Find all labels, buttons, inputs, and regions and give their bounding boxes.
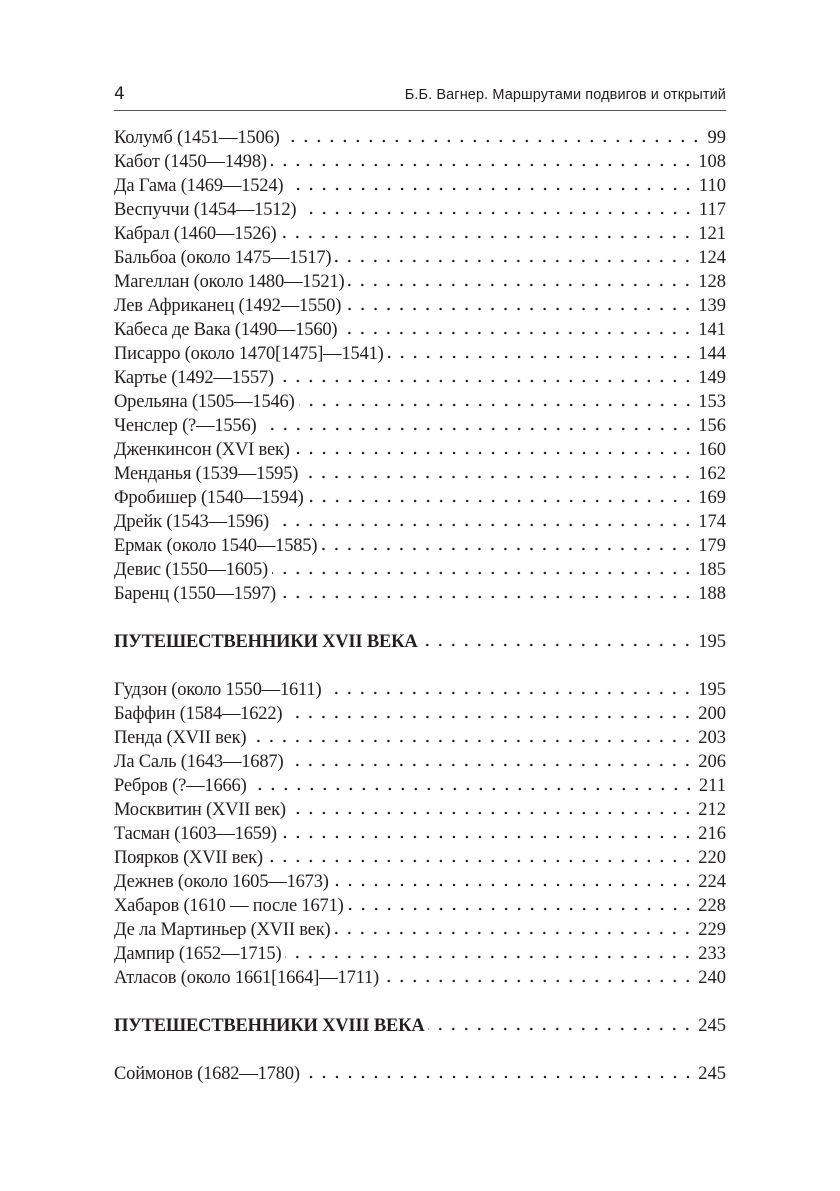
dot-leader — [348, 280, 694, 290]
toc-entry-title: ПУТЕШЕСТВЕННИКИ XVII ВЕКА — [114, 632, 418, 652]
dot-leader — [250, 736, 694, 746]
toc-entry-page: 224 — [698, 872, 726, 892]
dot-leader — [348, 904, 695, 914]
toc-entry-page: 121 — [698, 224, 726, 244]
toc-entry-title: Тасман (1603—1659) — [114, 824, 277, 844]
dot-leader — [280, 232, 694, 242]
dot-leader — [281, 832, 694, 842]
dot-leader — [300, 208, 695, 218]
toc-entry[interactable] — [114, 1062, 726, 1086]
toc-entry[interactable] — [114, 846, 726, 870]
toc-entry-title: Магеллан (около 1480—1521) — [114, 272, 345, 292]
toc-entry[interactable] — [114, 966, 726, 990]
toc-entry-page: 139 — [698, 296, 726, 316]
toc-entry[interactable] — [114, 414, 726, 438]
toc-section-heading[interactable] — [114, 630, 726, 654]
toc-entry[interactable] — [114, 750, 726, 774]
spacer — [114, 990, 726, 1014]
toc-entry-title: Соймонов (1682—1780) — [114, 1064, 300, 1084]
dot-leader — [290, 808, 694, 818]
toc-entry[interactable] — [114, 222, 726, 246]
dot-leader — [304, 1072, 694, 1082]
toc-entry-title: Дежнев (около 1605—1673) — [114, 872, 329, 892]
toc-entry[interactable] — [114, 774, 726, 798]
toc-entry[interactable] — [114, 702, 726, 726]
dot-leader — [285, 952, 694, 962]
dot-leader — [284, 136, 702, 146]
toc-entry-page: 211 — [698, 776, 726, 796]
toc-entry[interactable] — [114, 198, 726, 222]
toc-entry-page: 179 — [698, 536, 726, 556]
toc-entry-page: 212 — [698, 800, 726, 820]
toc-entry-page: 141 — [698, 320, 726, 340]
toc-entry[interactable] — [114, 486, 726, 510]
spacer — [114, 1038, 726, 1062]
toc-entry-page: 216 — [698, 824, 726, 844]
dot-leader — [345, 304, 694, 314]
running-header — [114, 84, 726, 111]
toc-entry[interactable] — [114, 678, 726, 702]
toc-entry-title: Веспуччи (1454—1512) — [114, 200, 297, 220]
toc-entry-page: 188 — [698, 584, 726, 604]
toc-entry-title: Бальбоа (около 1475—1517) — [114, 248, 332, 268]
toc-entry-page: 195 — [698, 632, 726, 652]
toc-entry-page: 108 — [698, 152, 726, 172]
toc-entry[interactable] — [114, 870, 726, 894]
dot-leader — [271, 160, 694, 170]
toc-entry-page: 99 — [707, 128, 726, 148]
toc-entry-title: Девис (1550—1605) — [114, 560, 268, 580]
toc-entry-title: Дрейк (1543—1596) — [114, 512, 270, 532]
toc-entry-title: Кабот (1450—1498) — [114, 152, 267, 172]
dot-leader — [421, 640, 694, 650]
toc-entry-title: Да Гама (1469—1524) — [114, 176, 284, 196]
toc-entry-page: 228 — [698, 896, 726, 916]
dot-leader — [383, 976, 694, 986]
toc-entry-page: 245 — [698, 1064, 726, 1084]
toc-entry-title: Картье (1492—1557) — [114, 368, 274, 388]
toc-entry[interactable] — [114, 726, 726, 750]
dot-leader — [299, 400, 695, 410]
toc-entry-title: Гудзон (около 1550—1611) — [114, 680, 322, 700]
toc-entry-title: Кабрал (1460—1526) — [114, 224, 277, 244]
table-of-contents — [114, 126, 726, 1086]
toc-entry-title: Колумб (1451—1506) — [114, 128, 280, 148]
toc-entry[interactable] — [114, 510, 726, 534]
toc-entry-page: 153 — [698, 392, 726, 412]
dot-leader — [388, 352, 695, 362]
dot-leader — [302, 472, 694, 482]
toc-entry-page: 245 — [698, 1016, 726, 1036]
toc-entry-page: 240 — [698, 968, 726, 988]
toc-entry-page: 156 — [698, 416, 726, 436]
running-title: Б.Б. Вагнер. Маршрутами подвигов и открытий — [404, 87, 726, 103]
toc-entry-title: Фробишер (1540—1594) — [114, 488, 304, 508]
toc-entry-page: 220 — [698, 848, 726, 868]
toc-entry[interactable] — [114, 174, 726, 198]
dot-leader — [251, 784, 695, 794]
toc-entry[interactable] — [114, 558, 726, 582]
toc-entry-title: ПУТЕШЕСТВЕННИКИ XVIII ВЕКА — [114, 1016, 425, 1036]
toc-entry[interactable] — [114, 366, 726, 390]
toc-entry-title: Писарро (около 1470[1475]—1541) — [114, 344, 384, 364]
dot-leader — [272, 568, 694, 578]
toc-entry-page: 233 — [698, 944, 726, 964]
toc-entry-page: 124 — [698, 248, 726, 268]
toc-entry-page: 110 — [698, 176, 726, 196]
toc-entry-title: Орельяна (1505—1546) — [114, 392, 295, 412]
toc-entry-page: 149 — [698, 368, 726, 388]
toc-entry[interactable] — [114, 822, 726, 846]
toc-entry-title: Де ла Мартиньер (XVII век) — [114, 920, 331, 940]
toc-entry-title: Ермак (около 1540—1585) — [114, 536, 318, 556]
dot-leader — [273, 520, 694, 530]
toc-entry-title: Ченслер (?—1556) — [114, 416, 257, 436]
toc-entry[interactable] — [114, 582, 726, 606]
dot-leader — [278, 376, 694, 386]
toc-entry-title: Ребров (?—1666) — [114, 776, 247, 796]
dot-leader — [286, 712, 694, 722]
dot-leader — [325, 688, 694, 698]
toc-entry-page: 160 — [698, 440, 726, 460]
toc-entry[interactable] — [114, 462, 726, 486]
dot-leader — [280, 592, 694, 602]
toc-entry-page: 144 — [698, 344, 726, 364]
toc-entry-page: 185 — [698, 560, 726, 580]
toc-entry-page: 169 — [698, 488, 726, 508]
toc-entry[interactable] — [114, 390, 726, 414]
dot-leader — [294, 448, 695, 458]
toc-entry[interactable] — [114, 294, 726, 318]
toc-entry-title: Дампир (1652—1715) — [114, 944, 282, 964]
dot-leader — [267, 856, 694, 866]
toc-entry-title: Ла Саль (1643—1687) — [114, 752, 284, 772]
toc-entry-page: 229 — [698, 920, 726, 940]
dot-leader — [341, 328, 694, 338]
toc-entry[interactable] — [114, 270, 726, 294]
spacer — [114, 654, 726, 678]
toc-entry[interactable] — [114, 342, 726, 366]
dot-leader — [428, 1024, 694, 1034]
toc-entry-page: 200 — [698, 704, 726, 724]
dot-leader — [321, 544, 694, 554]
toc-entry[interactable] — [114, 246, 726, 270]
toc-entry-title: Поярков (XVII век) — [114, 848, 263, 868]
toc-entry-title: Атласов (около 1661[1664]—1711) — [114, 968, 379, 988]
toc-entry[interactable] — [114, 150, 726, 174]
toc-entry-page: 195 — [698, 680, 726, 700]
toc-entry[interactable] — [114, 318, 726, 342]
toc-entry-title: Пенда (XVII век) — [114, 728, 247, 748]
toc-entry[interactable] — [114, 438, 726, 462]
dot-leader — [287, 184, 695, 194]
toc-entry-page: 162 — [698, 464, 726, 484]
toc-entry-title: Лев Африканец (1492—1550) — [114, 296, 342, 316]
dot-leader — [287, 760, 694, 770]
toc-entry[interactable] — [114, 798, 726, 822]
toc-entry-title: Баффин (1584—1622) — [114, 704, 283, 724]
dot-leader — [333, 880, 695, 890]
toc-entry-title: Баренц (1550—1597) — [114, 584, 276, 604]
toc-entry-page: 117 — [698, 200, 726, 220]
spacer — [114, 606, 726, 630]
page-number: 4 — [114, 84, 125, 104]
toc-entry-page: 174 — [698, 512, 726, 532]
toc-entry[interactable] — [114, 918, 726, 942]
toc-entry-title: Москвитин (XVII век) — [114, 800, 286, 820]
toc-entry[interactable] — [114, 894, 726, 918]
dot-leader — [334, 928, 694, 938]
toc-entry-title: Хабаров (1610 — после 1671) — [114, 896, 344, 916]
toc-section-heading[interactable] — [114, 1014, 726, 1038]
toc-entry-page: 206 — [698, 752, 726, 772]
toc-entry-title: Кабеса де Вака (1490—1560) — [114, 320, 338, 340]
dot-leader — [261, 424, 695, 434]
toc-entry-page: 128 — [698, 272, 726, 292]
toc-entry-title: Дженкинсон (XVI век) — [114, 440, 290, 460]
toc-entry[interactable] — [114, 942, 726, 966]
toc-entry-title: Менданья (1539—1595) — [114, 464, 299, 484]
dot-leader — [308, 496, 695, 506]
dot-leader — [335, 256, 694, 266]
toc-entry-page: 203 — [698, 728, 726, 748]
toc-entry[interactable] — [114, 126, 726, 150]
toc-entry[interactable] — [114, 534, 726, 558]
